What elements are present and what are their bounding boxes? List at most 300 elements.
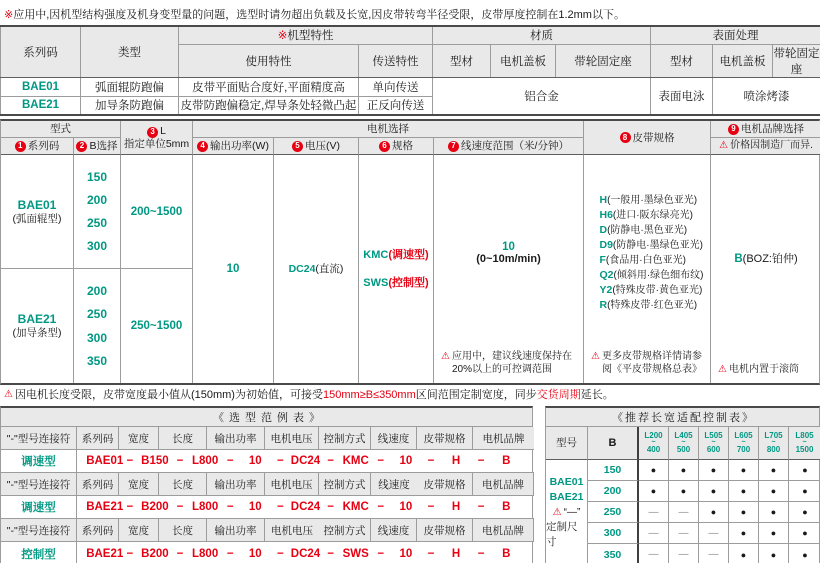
b-select-option: 250 (86, 307, 108, 322)
warning-icon: ⚠ (718, 363, 727, 375)
example-model-code (77, 542, 534, 563)
example-header-cell: 皮带规格 (417, 473, 473, 496)
motor-brand-label: 电机品牌选择 (741, 123, 804, 135)
belt-spec-note (584, 351, 710, 383)
dash-separator: − (126, 455, 134, 467)
motor-brand-note (711, 364, 820, 384)
belt-desc: (特殊皮带·红色亚光) (607, 299, 698, 311)
l-range-value: 200~1500 (130, 205, 183, 218)
dash-separator: − (427, 455, 435, 467)
b-col-header (588, 427, 639, 460)
material-value: 铝合金 (433, 77, 651, 115)
available-dot: ● (699, 460, 729, 481)
warning-icon: ⚠ (591, 351, 600, 362)
selection-example-table (0, 426, 533, 563)
recommend-table-title: 《推荐长宽适配控制表》 (545, 406, 820, 426)
motor-spec-type: (调速型) (388, 249, 429, 261)
dash-separator: − (126, 547, 134, 560)
b-select-option: 200 (86, 192, 108, 207)
example-header-cell: 控制方式 (319, 427, 371, 450)
available-dot: ● (729, 502, 759, 523)
number-7-icon: 7 (448, 141, 459, 152)
motor-brand-header (711, 121, 820, 138)
model-part: BAE21 (86, 547, 124, 560)
spec-label: 规格 (392, 140, 413, 152)
recommend-table (545, 426, 820, 563)
warning-icon: ⚠ (552, 507, 562, 518)
dash-separator: − (277, 547, 284, 560)
b-select-option: 200 (86, 283, 108, 298)
type-value: 加导条防跑偏 (81, 96, 179, 115)
series-header (1, 138, 74, 155)
series-subtype: (弧面辊型) (12, 212, 62, 225)
surface-motor-cover-header: 电机盖板 (713, 44, 773, 77)
width-range-value: 150mm≥B≤350mm (322, 389, 416, 401)
dash-separator: − (427, 547, 435, 560)
dash-separator: − (176, 455, 184, 467)
available-dot: ● (789, 502, 820, 523)
belt-spec-list (590, 194, 703, 313)
transfer-feature-value: 单向传送 (359, 77, 433, 96)
example-header-cell: 线速度 (371, 519, 417, 542)
not-available-mark: — (669, 523, 699, 544)
example-header-cell: 宽度 (119, 473, 159, 496)
motor-brand-code: B (734, 253, 743, 266)
b-value-cell: 300 (588, 523, 639, 544)
dash-separator: − (327, 455, 334, 467)
type-value: 弧面辊防跑偏 (81, 77, 179, 96)
model-part: SWS (342, 547, 369, 560)
model-line: BAE21 (549, 491, 584, 503)
length-range-header (789, 427, 820, 460)
length-range-bottom: 1500 (795, 445, 814, 454)
series-code: BAE01 (17, 197, 57, 212)
motor-brand-value-wrap (734, 253, 797, 265)
line-speed-note (434, 351, 583, 383)
dash-separator: − (176, 501, 184, 513)
delivery-period-text: 交货周期 (536, 389, 581, 401)
bottom-tables (0, 406, 820, 563)
example-type-label: 调速型 (1, 450, 77, 473)
example-model-code (77, 496, 534, 519)
recommend-section (545, 406, 820, 563)
output-power-label: 输出功率(W) (210, 140, 269, 152)
model-features-label: 机型特性 (287, 30, 334, 43)
number-9-icon: 9 (728, 124, 739, 135)
available-dot: ● (669, 460, 699, 481)
belt-spec-item (599, 239, 702, 253)
tilde-mark: ~ (651, 439, 656, 446)
use-feature-value: 皮带防跑偏稳定,焊导条处轻微凸起 (179, 96, 359, 115)
dash-separator: − (126, 501, 134, 513)
belt-spec-item (599, 209, 692, 223)
available-dot: ● (789, 481, 820, 502)
asterisk-mark: ※ (4, 9, 14, 21)
example-header-cell: 宽度 (119, 427, 159, 450)
available-dot: ● (639, 481, 669, 502)
output-power-header (193, 138, 274, 155)
belt-code: D9 (599, 238, 613, 251)
example-header-cell: 电机品牌 (473, 473, 534, 496)
motor-spec-code: SWS (363, 277, 389, 289)
width-note-mid: 区间范围定制宽度，同步 (415, 389, 537, 401)
belt-spec-item (599, 224, 687, 238)
length-range-bottom: 800 (766, 445, 781, 454)
overview-table (0, 25, 820, 116)
not-available-mark: — (699, 523, 729, 544)
custom-size-mark (553, 505, 581, 520)
top-note-text: 应用中,因机型结构强度及机身变型量的问题，选型时请勿超出负载及长宽,因皮带转弯半径受限，皮带厚度控制在1.2mm以下。 (13, 9, 625, 21)
model-part: 10 (399, 501, 413, 513)
voltage-label: 电压(V) (305, 140, 340, 152)
selection-example-section (0, 406, 533, 563)
model-part: B200 (141, 501, 169, 513)
model-part: KMC (342, 501, 369, 513)
belt-spec-cell (584, 155, 711, 383)
dash-separator: − (327, 547, 334, 560)
number-5-icon: 5 (292, 141, 303, 152)
motor-spec-item (363, 277, 428, 289)
example-header-cell: 宽度 (119, 519, 159, 542)
model-part: H (451, 501, 461, 513)
model-part: 10 (248, 547, 262, 560)
series-cell-bae21 (1, 269, 74, 383)
length-range-top: L705 (764, 431, 783, 440)
number-8-icon: 8 (620, 132, 631, 143)
series-code: BAE21 (17, 312, 57, 326)
surface-treatment-header: 表面处理 (651, 26, 820, 44)
example-header-cell: "-"型号连接符 (1, 427, 77, 450)
length-range-top: L505 (704, 431, 723, 440)
example-header-cell: 电机品牌 (473, 519, 534, 542)
dash-separator: − (377, 501, 385, 513)
line-speed-values (476, 241, 541, 265)
example-header-cell: 皮带规格 (417, 519, 473, 542)
b-options-bae21 (74, 269, 121, 383)
example-header-cell: 电机电压 (265, 473, 319, 496)
l-range-bae01 (121, 155, 193, 269)
belt-desc: (防静电·墨绿色亚光) (612, 239, 703, 251)
dash-separator: − (277, 455, 284, 467)
available-dot: ● (729, 460, 759, 481)
available-dot: ● (789, 460, 820, 481)
model-part: DC24 (290, 547, 321, 560)
tilde-mark: ~ (802, 439, 807, 446)
b-select-option: 150 (86, 169, 108, 184)
length-range-top: L200 (644, 431, 663, 440)
available-dot: ● (669, 481, 699, 502)
length-range-top: L405 (674, 431, 693, 440)
length-range-header (639, 427, 669, 460)
line-speed-range: (0~10m/min) (476, 253, 541, 265)
belt-spec-header (584, 121, 711, 155)
warning-icon: ⚠ (719, 140, 729, 151)
line-speed-header (434, 138, 584, 155)
dash-separator: − (427, 501, 435, 513)
number-6-icon: 6 (379, 141, 390, 152)
example-header-cell: 控制方式 (319, 473, 371, 496)
series-label: 系列码 (27, 140, 60, 152)
number-3-icon: 3 (147, 127, 158, 138)
model-part: BAE01 (86, 455, 124, 467)
available-dot: ● (759, 544, 789, 563)
dash-separator: − (277, 501, 284, 513)
b-value-cell: 350 (588, 544, 639, 563)
model-cell (546, 460, 588, 563)
transfer-feature-value: 正反向传送 (359, 96, 433, 115)
dash-separator: − (377, 455, 385, 467)
model-part: KMC (342, 455, 369, 467)
not-available-mark: — (639, 502, 669, 523)
dash-separator: − (477, 547, 485, 560)
model-part: L800 (192, 455, 219, 467)
available-dot: ● (729, 544, 759, 563)
not-available-mark: — (699, 544, 729, 563)
b-col-label: B (608, 437, 617, 449)
belt-code: R (599, 298, 608, 311)
custom-size-label: 定制尺寸 (546, 521, 578, 548)
length-unit-label: 指定单位5mm (123, 137, 190, 150)
tilde-mark: ~ (711, 439, 716, 446)
model-part: L800 (192, 501, 219, 513)
example-header-cell: 输出功率 (207, 473, 265, 496)
model-part: H (451, 455, 461, 467)
belt-spec-note-text: 更多皮带规格详情请参阅《平皮带规格总表》 (601, 351, 702, 375)
b-select-label: B选择 (89, 140, 118, 152)
belt-spec-item (599, 254, 685, 268)
motor-brand-cell (711, 155, 820, 383)
series-code-value: BAE01 (1, 77, 81, 96)
available-dot: ● (729, 523, 759, 544)
available-dot: ● (699, 481, 729, 502)
example-header-cell: 系列码 (77, 473, 119, 496)
b-value-cell: 250 (588, 502, 639, 523)
voltage-value: DC24 (288, 263, 316, 275)
belt-code: F (599, 253, 606, 266)
voltage-cell (274, 155, 359, 383)
b-value-cell: 150 (588, 460, 639, 481)
top-usage-note (0, 0, 820, 22)
belt-spec-label: 皮带规格 (632, 131, 675, 144)
example-header-cell: 长度 (159, 519, 207, 542)
l-range-bae21 (121, 269, 193, 383)
example-header-cell: 电机电压 (265, 519, 319, 542)
model-part: 10 (248, 455, 262, 467)
model-col-label: 型号 (556, 437, 577, 449)
example-header-cell: 电机品牌 (473, 427, 534, 450)
example-header-cell: 长度 (159, 473, 207, 496)
model-part: 10 (248, 501, 262, 513)
surface-profile-header: 型材 (651, 44, 713, 77)
warning-icon: ⚠ (441, 351, 450, 362)
number-1-icon: 1 (15, 141, 26, 152)
line-speed-cell (434, 155, 584, 383)
motor-brand-name: (BOZ:铂仲) (742, 253, 798, 266)
output-power-cell (193, 155, 274, 383)
surface-profile-value: 表面电泳 (651, 77, 713, 115)
b-select-option: 300 (86, 239, 108, 254)
example-header-cell: "-"型号连接符 (1, 519, 77, 542)
example-model-code (77, 450, 534, 473)
example-header-cell: 输出功率 (207, 519, 265, 542)
dash-separator: − (176, 547, 184, 560)
available-dot: ● (759, 481, 789, 502)
dash-separator: − (477, 501, 485, 513)
line-speed-label: 线速度范围（米/分钟） (461, 140, 569, 152)
type-group-header: 型式 (1, 121, 121, 138)
model-part: 10 (399, 455, 413, 467)
motor-spec-item (363, 249, 428, 261)
model-part: B (502, 455, 511, 467)
model-selection-table (0, 119, 820, 385)
motor-brand-note-text: 电机内置于滚筒 (728, 363, 799, 375)
use-feature-header: 使用特性 (179, 44, 359, 77)
length-range-header (729, 427, 759, 460)
example-header-cell: "-"型号连接符 (1, 473, 77, 496)
example-type-label: 调速型 (1, 496, 77, 519)
material-profile-header: 型材 (433, 44, 491, 77)
number-2-icon: 2 (76, 141, 87, 152)
example-table-title: 《选型范例表》 (0, 406, 533, 426)
motor-spec-code: KMC (363, 249, 389, 261)
line-speed-note-text: 应用中，建议线速度保持在20%以上的可控调范围 (451, 351, 572, 375)
voltage-type: (直流) (315, 263, 344, 275)
belt-spec-item (599, 269, 703, 283)
example-header-cell: 系列码 (77, 427, 119, 450)
b-value-cell: 200 (588, 481, 639, 502)
model-part: B200 (141, 547, 169, 560)
warning-icon: ⚠ (4, 389, 13, 400)
example-header-cell: 长度 (159, 427, 207, 450)
l-range-value: 250~1500 (130, 320, 183, 332)
example-header-cell: 控制方式 (319, 519, 371, 542)
available-dot: ● (759, 460, 789, 481)
length-range-header (669, 427, 699, 460)
example-header-cell: 皮带规格 (417, 427, 473, 450)
spec-header (359, 138, 434, 155)
not-available-mark: — (639, 544, 669, 563)
b-options-bae01 (74, 155, 121, 269)
length-range-bottom: 500 (676, 445, 691, 454)
brand-price-note-text: 价格因制造厂而异. (730, 140, 813, 151)
line-speed-value: 10 (502, 241, 515, 253)
output-power-value: 10 (226, 263, 240, 275)
model-part: B150 (141, 455, 169, 467)
model-part: L800 (192, 547, 219, 560)
belt-spec-item (599, 284, 702, 298)
length-range-bottom: 600 (706, 445, 721, 454)
use-feature-value: 皮带平面贴合度好,平面精度高 (179, 77, 359, 96)
example-header-cell: 线速度 (371, 473, 417, 496)
length-range-top: L605 (734, 431, 753, 440)
material-header: 材质 (433, 26, 651, 44)
example-header-cell: 系列码 (77, 519, 119, 542)
belt-code: D (599, 223, 608, 236)
belt-desc: (进口·阪东绿亮光) (612, 209, 693, 221)
length-header (121, 121, 193, 155)
asterisk-mark: ※ (277, 30, 288, 43)
not-available-mark: — (639, 523, 669, 544)
example-type-label: 控制型 (1, 542, 77, 563)
b-select-option: 350 (86, 354, 108, 369)
belt-spec-item (599, 299, 697, 313)
model-col-header (546, 427, 588, 460)
belt-desc: (食品用·白色亚光) (605, 254, 686, 266)
length-range-top: L805 (795, 431, 814, 440)
dash-separator: − (226, 547, 234, 560)
tilde-mark: ~ (681, 439, 686, 446)
length-range-bottom: 700 (736, 445, 751, 454)
tilde-mark: ~ (771, 439, 776, 446)
model-part: DC24 (290, 501, 321, 513)
number-4-icon: 4 (197, 141, 208, 152)
b-select-option: 300 (86, 330, 108, 345)
belt-spec-item (599, 194, 697, 208)
dash-separator: − (327, 501, 334, 513)
series-subtype: (加导条型) (12, 327, 62, 339)
not-available-mark: — (669, 502, 699, 523)
transfer-feature-header: 传送特性 (359, 44, 433, 77)
surface-paint-value: 喷涂烤漆 (713, 77, 820, 115)
dash-separator: − (377, 547, 385, 560)
dash-separator: − (226, 455, 234, 467)
available-dot: ● (759, 502, 789, 523)
belt-desc: (倾斜用·绿色细布纹) (613, 269, 704, 281)
motor-group-header: 电机选择 (193, 121, 584, 138)
width-note-suffix: 延长。 (580, 389, 614, 401)
motor-spec-type: (控制型) (388, 277, 429, 289)
surface-pulley-seat-header: 带轮固定座 (773, 44, 820, 77)
series-code-value: BAE21 (1, 96, 81, 115)
available-dot: ● (639, 460, 669, 481)
model-part: H (451, 547, 461, 560)
spec-cell (359, 155, 434, 383)
material-motor-cover-header: 电机盖板 (491, 44, 556, 77)
dash-quote: “—” (563, 507, 581, 518)
type-header: 类型 (81, 26, 179, 77)
brand-price-note (711, 138, 820, 155)
model-part: B (502, 501, 511, 513)
length-header-letter: L (160, 125, 166, 138)
belt-width-note (0, 388, 820, 402)
series-code-header: 系列码 (1, 26, 81, 77)
b-select-header (74, 138, 121, 155)
dash-separator: − (477, 455, 485, 467)
belt-code: Q2 (599, 268, 614, 281)
example-header-cell: 输出功率 (207, 427, 265, 450)
belt-code: H (599, 193, 608, 206)
available-dot: ● (802, 549, 808, 560)
length-range-header (759, 427, 789, 460)
belt-code: Y2 (599, 283, 613, 296)
b-select-option: 250 (86, 216, 108, 231)
available-dot: ● (699, 502, 729, 523)
not-available-mark: — (669, 544, 699, 563)
series-cell-bae01 (1, 155, 74, 269)
voltage-header (274, 138, 359, 155)
available-dot: ● (759, 523, 789, 544)
available-dot: ● (729, 481, 759, 502)
model-part: DC24 (290, 455, 321, 467)
dash-separator: − (226, 501, 234, 513)
model-features-header (179, 26, 433, 44)
model-part: B (502, 547, 511, 560)
belt-code: H6 (599, 208, 613, 221)
model-line: BAE01 (549, 476, 584, 488)
model-part: 10 (399, 547, 413, 560)
width-note-prefix: 因电机长度受限，皮带宽度最小值从(150mm)为初始值，可接受 (14, 389, 323, 401)
example-header-cell: 电机电压 (265, 427, 319, 450)
